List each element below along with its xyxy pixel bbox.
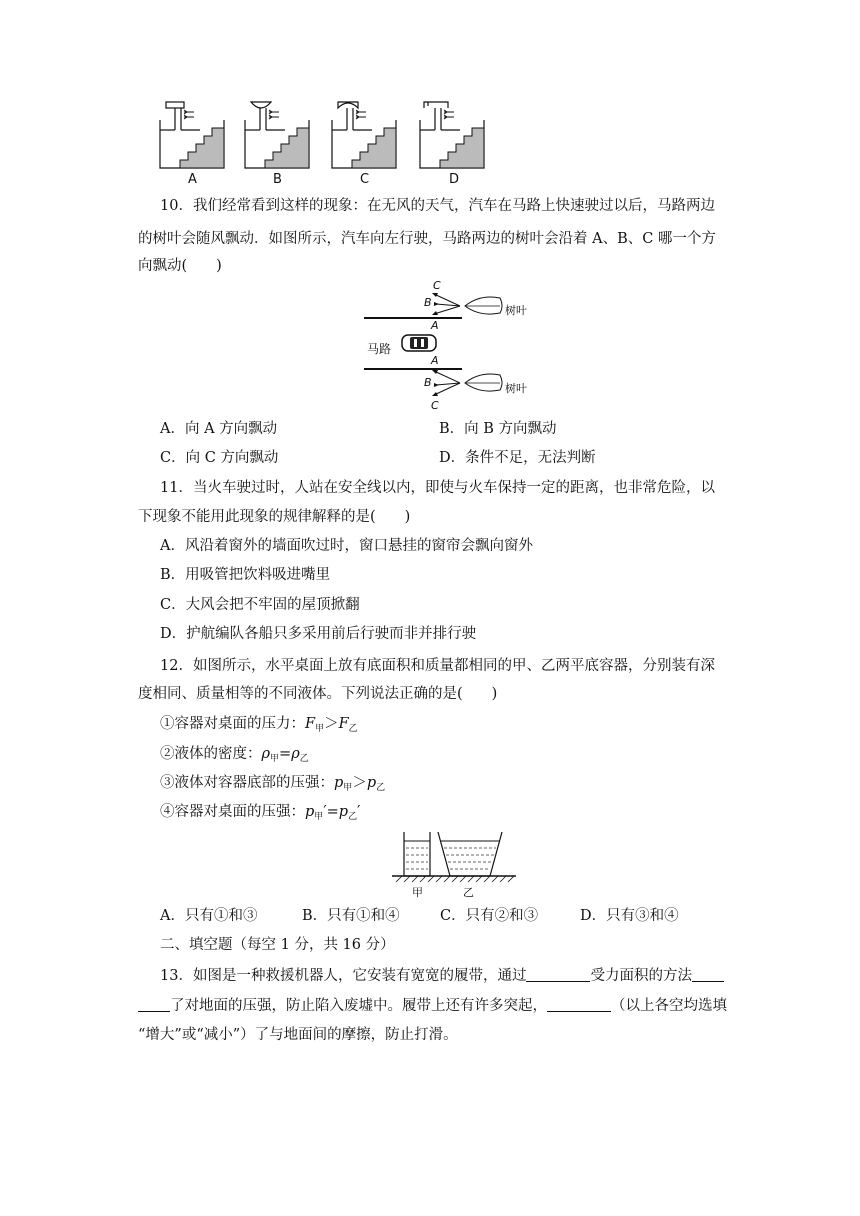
- q12-statement-2: ②液体的密度：$\rho_甲=\rho_乙$: [160, 746, 309, 764]
- q11-option-a: A．风沿着窗外的墙面吹过时，窗口悬挂的窗帘会飘向窗外: [160, 538, 533, 554]
- q11-option-d: D．护航编队各船只多采用前后行驶而非并排行驶: [160, 626, 477, 642]
- q12-option-a: A．只有①和③: [160, 908, 258, 924]
- container-b: [245, 102, 309, 168]
- q11-line-1: 11．当火车驶过时，人站在安全线以内，即使与火车保持一定的距离，也非常危险，以: [160, 480, 715, 496]
- upper-label-a: A: [431, 319, 439, 332]
- container-c: [332, 102, 396, 168]
- q12-option-c: C．只有②和③: [440, 908, 539, 924]
- label-jia: 甲: [412, 886, 423, 899]
- q10-line-3: 向飘动( ): [138, 258, 222, 274]
- upper-leaf-label: 树叶: [505, 304, 527, 317]
- lower-arrows: [432, 370, 502, 396]
- q10-option-a: A．向 A 方向飘动: [160, 421, 278, 437]
- q11-option-c: C．大风会把不牢固的屋顶掀翻: [160, 597, 360, 613]
- container-jia: [404, 832, 430, 876]
- upper-arrows: [432, 293, 502, 315]
- containers-diagram: [0, 828, 860, 888]
- q10-line-1: 10．我们经常看到这样的现象：在无风的天气，汽车在马路上快速驶过以后，马路两边: [160, 198, 715, 214]
- fig9-label-d: D: [449, 172, 460, 187]
- q9-diagram: [0, 0, 860, 200]
- q12-option-b: B．只有①和④: [302, 908, 400, 924]
- q13-blank-1[interactable]: [526, 967, 590, 982]
- q13-blank-3[interactable]: [547, 997, 611, 1012]
- q10-option-b: B．向 B 方向飘动: [439, 421, 557, 437]
- upper-label-c: C: [433, 279, 441, 292]
- fig9-label-b: B: [273, 172, 282, 187]
- container-yi: [438, 832, 502, 876]
- q12-statement-3: ③液体对容器底部的压强：$p_甲>p_乙$: [160, 775, 386, 793]
- lower-label-a: A: [431, 354, 439, 367]
- q13-line-1: 13．如图是一种救援机器人，它安装有宽宽的履带，通过 受力面积的方法: [160, 966, 724, 986]
- q12-statement-1: ①容器对桌面的压力：$F_甲>F_乙$: [160, 716, 358, 734]
- q12-line-2: 度相同、质量相等的不同液体。下列说法正确的是( ): [138, 686, 498, 702]
- q12-line-1: 12．如图所示，水平桌面上放有底面积和质量都相同的甲、乙两平底容器，分别装有深: [160, 658, 715, 674]
- road-label: 马路: [367, 342, 392, 356]
- lower-leaf-label: 树叶: [505, 382, 527, 395]
- container-a: [160, 102, 224, 168]
- label-yi: 乙: [463, 886, 474, 899]
- fig9-label-c: C: [360, 172, 370, 187]
- fig9-label-a: A: [188, 172, 197, 187]
- car-icon: [402, 335, 436, 351]
- q13-line-2: 了对地面的压强，防止陷入废墟中。履带上还有许多突起， （以上各空均选填: [138, 996, 727, 1016]
- q13-line-3: “增大”或“减小”）了与地面间的摩擦，防止打滑。: [138, 1027, 458, 1043]
- q13-blank-2a[interactable]: [692, 967, 724, 982]
- upper-label-b: B: [424, 296, 432, 309]
- q10-line-2: 的树叶会随风飘动．如图所示，汽车向左行驶，马路两边的树叶会沿着 A、B、C 哪一个方: [138, 231, 716, 247]
- q11-line-2: 下现象不能用此现象的规律解释的是( ): [138, 509, 411, 525]
- q12-option-d: D．只有③和④: [580, 908, 679, 924]
- q11-option-b: B．用吸管把饮料吸进嘴里: [160, 567, 331, 583]
- q10-option-d: D．条件不足，无法判断: [439, 450, 596, 466]
- lower-label-b: B: [424, 376, 432, 389]
- section-2-title: 二、填空题（每空 1 分，共 16 分）: [160, 937, 395, 953]
- q13-blank-2b[interactable]: [138, 997, 170, 1012]
- q12-statement-4: ④容器对桌面的压强：$p_甲'=p_乙'$: [160, 804, 361, 822]
- container-d: [420, 102, 484, 168]
- q10-option-c: C．向 C 方向飘动: [160, 450, 279, 466]
- lower-label-c: C: [431, 399, 439, 412]
